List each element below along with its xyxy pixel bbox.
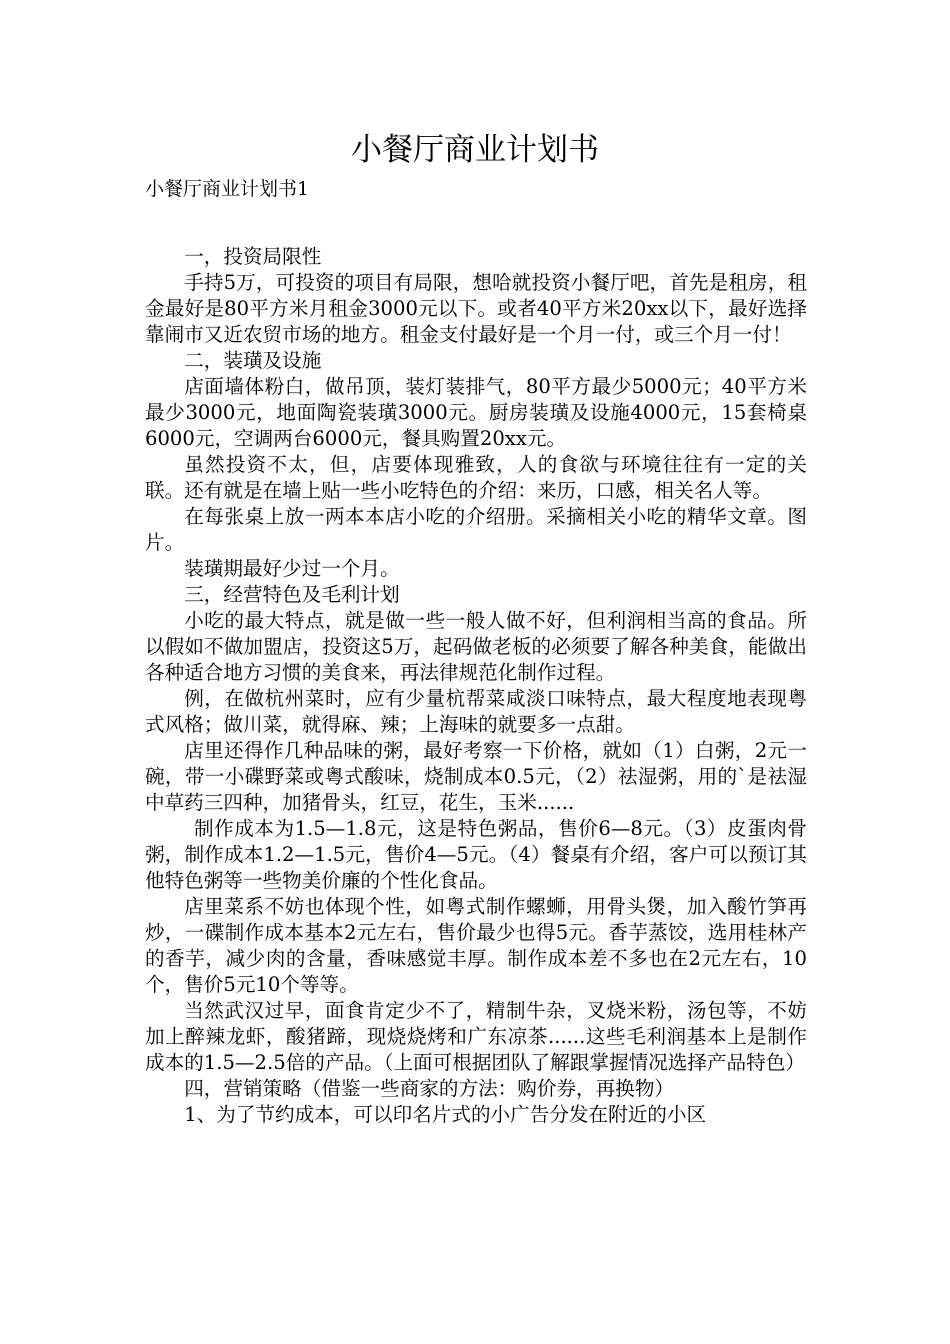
paragraph: 店里还得作几种品味的粥，最好考察一下价格，就如（1）白粥，2元一碗，带一小碟野菜或粤式酸味，烧制成本0.5元，（2）祛湿粥，用的`是祛湿中草药三四种，加猪骨头，红豆，花生，玉米......: [145, 739, 807, 814]
paragraph: 装璜期最好少过一个月。: [184, 557, 400, 580]
section-heading-investment: 一，投资局限性: [184, 245, 322, 268]
section-heading-marketing: 四，营销策略（借鉴一些商家的方法：购价券，再换物）: [184, 1077, 675, 1100]
paragraph: 店面墙体粉白，做吊顶，装灯装排气，80平方最少5000元；40平方米最少3000元，地面陶瓷装璜3000元。厨房装璜及设施4000元，15套椅桌6000元，空调两台6000元，餐具购置20xx元。: [145, 375, 807, 450]
paragraph: 店里菜系不妨也体现个性，如粤式制作螺蛳，用骨头煲，加入酸竹笋再炒，一碟制作成本基本2元左右，售价最少也得5元。香芋蒸饺，选用桂林产的香芋，减少肉的含量，香味感觉丰厚。制作成本差不多也在2元左右，10个，售价5元10个等等。: [145, 895, 807, 996]
paragraph: 手持5万，可投资的项目有局限，想哈就投资小餐厅吧，首先是租房，租金最好是80平方米月租金3000元以下。或者40平方米20xx以下，最好选择靠闹市又近农贸市场的地方。租金支付最好是一个月一付，或三个月一付！: [145, 271, 807, 346]
paragraph: 当然武汉过早，面食肯定少不了，精制牛杂，叉烧米粉，汤包等，不妨加上醉辣龙虾，酸猪蹄，现烧烧烤和广东凉茶......这些毛利润基本上是制作成本的1.5—2.5倍的产品。（上面可根据团队了解跟掌握情况选择产品特色）: [145, 999, 807, 1074]
document-body: [145, 244, 807, 1128]
document-title: 小餐厅商业计划书: [351, 132, 599, 168]
document-subtitle: 小餐厅商业计划书1: [145, 178, 310, 200]
paragraph: 小吃的最大特点，就是做一些一般人做不好，但利润相当高的食品。所以假如不做加盟店，投资这5万，起码做老板的必须要了解各种美食，能做出各种适合地方习惯的美食来，再法律规范化制作过程。: [145, 609, 807, 684]
paragraph: 制作成本为1.5—1.8元，这是特色粥品，售价6—8元。（3）皮蛋肉骨粥，制作成本1.2—1.5元，售价4—5元。（4）餐桌有介绍，客户可以预订其他特色粥等一些物美价廉的个性化食品。: [145, 817, 807, 892]
section-heading-features: 三，经营特色及毛利计划: [184, 583, 400, 606]
paragraph: 1、为了节约成本，可以印名片式的小广告分发在附近的小区: [184, 1103, 707, 1126]
paragraph: 例，在做杭州菜时，应有少量杭帮菜咸淡口味特点，最大程度地表现粤式风格；做川菜，就得麻、辣；上海味的就要多一点甜。: [145, 687, 807, 736]
paragraph: 虽然投资不太，但，店要体现雅致，人的食欲与环境往往有一定的关联。还有就是在墙上贴一些小吃特色的介绍：来历，口感，相关名人等。: [145, 453, 807, 502]
paragraph: 在每张桌上放一两本本店小吃的介绍册。采摘相关小吃的精华文章。图片。: [145, 505, 807, 554]
section-heading-decoration: 二，装璜及设施: [184, 349, 322, 372]
